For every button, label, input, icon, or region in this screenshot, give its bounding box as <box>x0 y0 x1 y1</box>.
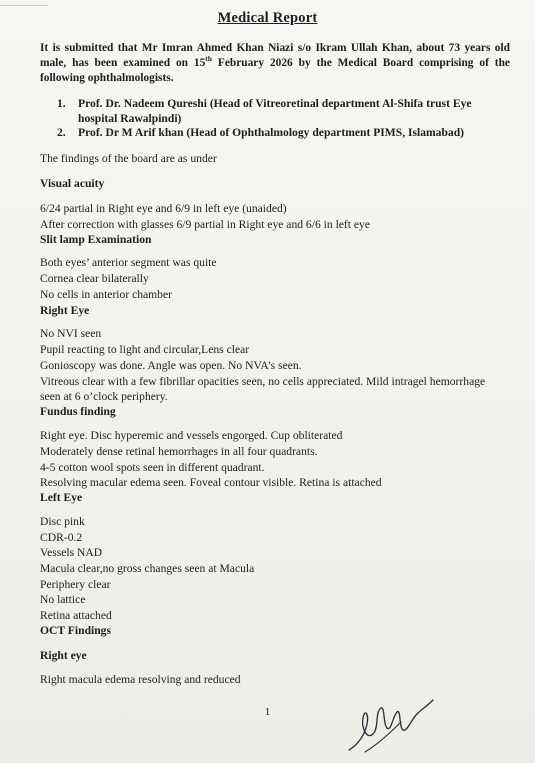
board-member-number: 1. <box>57 97 66 110</box>
left-eye-line: No lattice <box>40 593 86 606</box>
intro-text-part1: It is submitted that Mr Imran Ahmed Khan Niazi s/o Ikram Ullah Khan, about 73 years old male, has been examined on 15 <box>40 42 510 69</box>
signature-mark <box>345 694 435 756</box>
fundus-line: Right eye. Disc hyperemic and vessels engorged. Cup obliterated <box>40 429 343 442</box>
heading-slit-lamp: Slit lamp Examination <box>40 233 152 246</box>
slit-lamp-line: Both eyes’ anterior segment was quite <box>40 256 217 269</box>
board-member-text: Prof. Dr M Arif khan (Head of Ophthalmology department PIMS, Islamabad) <box>78 126 465 139</box>
board-member-1 <box>57 96 506 126</box>
intro-text-part2: February 2026 by the Medical Board comprising of the following ophthalmologists. <box>40 57 510 84</box>
left-eye-line: Vessels NAD <box>40 546 103 559</box>
left-eye-line: Macula clear,no gross changes seen at Macula <box>40 562 255 575</box>
heading-fundus-finding: Fundus finding <box>40 405 116 418</box>
heading-right-eye: Right Eye <box>40 304 90 317</box>
page-number: 1 <box>264 706 271 718</box>
right-eye-line: seen at 6 o’clock periphery. <box>40 390 168 403</box>
right-eye-line: Vitreous clear with a few fibrillar opacities seen, no cells appreciated. Mild intragel hemorrhage <box>40 375 486 388</box>
fundus-line: 4-5 cotton wool spots seen in different quadrant. <box>40 461 265 474</box>
intro-paragraph <box>40 41 510 86</box>
heading-oct-findings: OCT Findings <box>40 624 111 637</box>
left-eye-line: Disc pink <box>40 515 85 528</box>
visual-acuity-line: After correction with glasses 6/9 partial in Right eye and 6/6 in left eye <box>40 218 371 231</box>
scan-edge-line <box>0 5 48 6</box>
heading-visual-acuity: Visual acuity <box>40 177 105 190</box>
slit-lamp-line: Cornea clear bilaterally <box>40 272 149 285</box>
right-eye-line: Gonioscopy was done. Angle was open. No NVA’s seen. <box>40 359 302 372</box>
left-eye-line: Periphery clear <box>40 578 111 591</box>
findings-intro: The findings of the board are as under <box>40 152 217 165</box>
fundus-line: Moderately dense retinal hemorrhages in all four quadrants. <box>40 445 318 458</box>
board-member-text: Prof. Dr. Nadeem Qureshi (Head of Vitreoretinal department Al-Shifa trust Eye hospital Rawalpindi) <box>78 97 472 125</box>
slit-lamp-line: No cells in anterior chamber <box>40 288 172 301</box>
oct-line: Right macula edema resolving and reduced <box>40 673 241 686</box>
left-eye-line: Retina attached <box>40 609 112 622</box>
intro-superscript: th <box>205 54 212 64</box>
board-member-number: 2. <box>57 126 66 139</box>
fundus-line: Resolving macular edema seen. Foveal contour visible. Retina is attached <box>40 476 382 489</box>
left-eye-line: CDR-0.2 <box>40 531 83 544</box>
right-eye-line: Pupil reacting to light and circular,Lens clear <box>40 343 250 356</box>
right-eye-line: No NVI seen <box>40 327 102 340</box>
subheading-oct-right-eye: Right eye <box>40 649 87 662</box>
visual-acuity-line: 6/24 partial in Right eye and 6/9 in left eye (unaided) <box>40 202 287 215</box>
report-title: Medical Report <box>217 10 318 26</box>
board-member-2 <box>57 125 506 140</box>
heading-left-eye: Left Eye <box>40 491 83 504</box>
